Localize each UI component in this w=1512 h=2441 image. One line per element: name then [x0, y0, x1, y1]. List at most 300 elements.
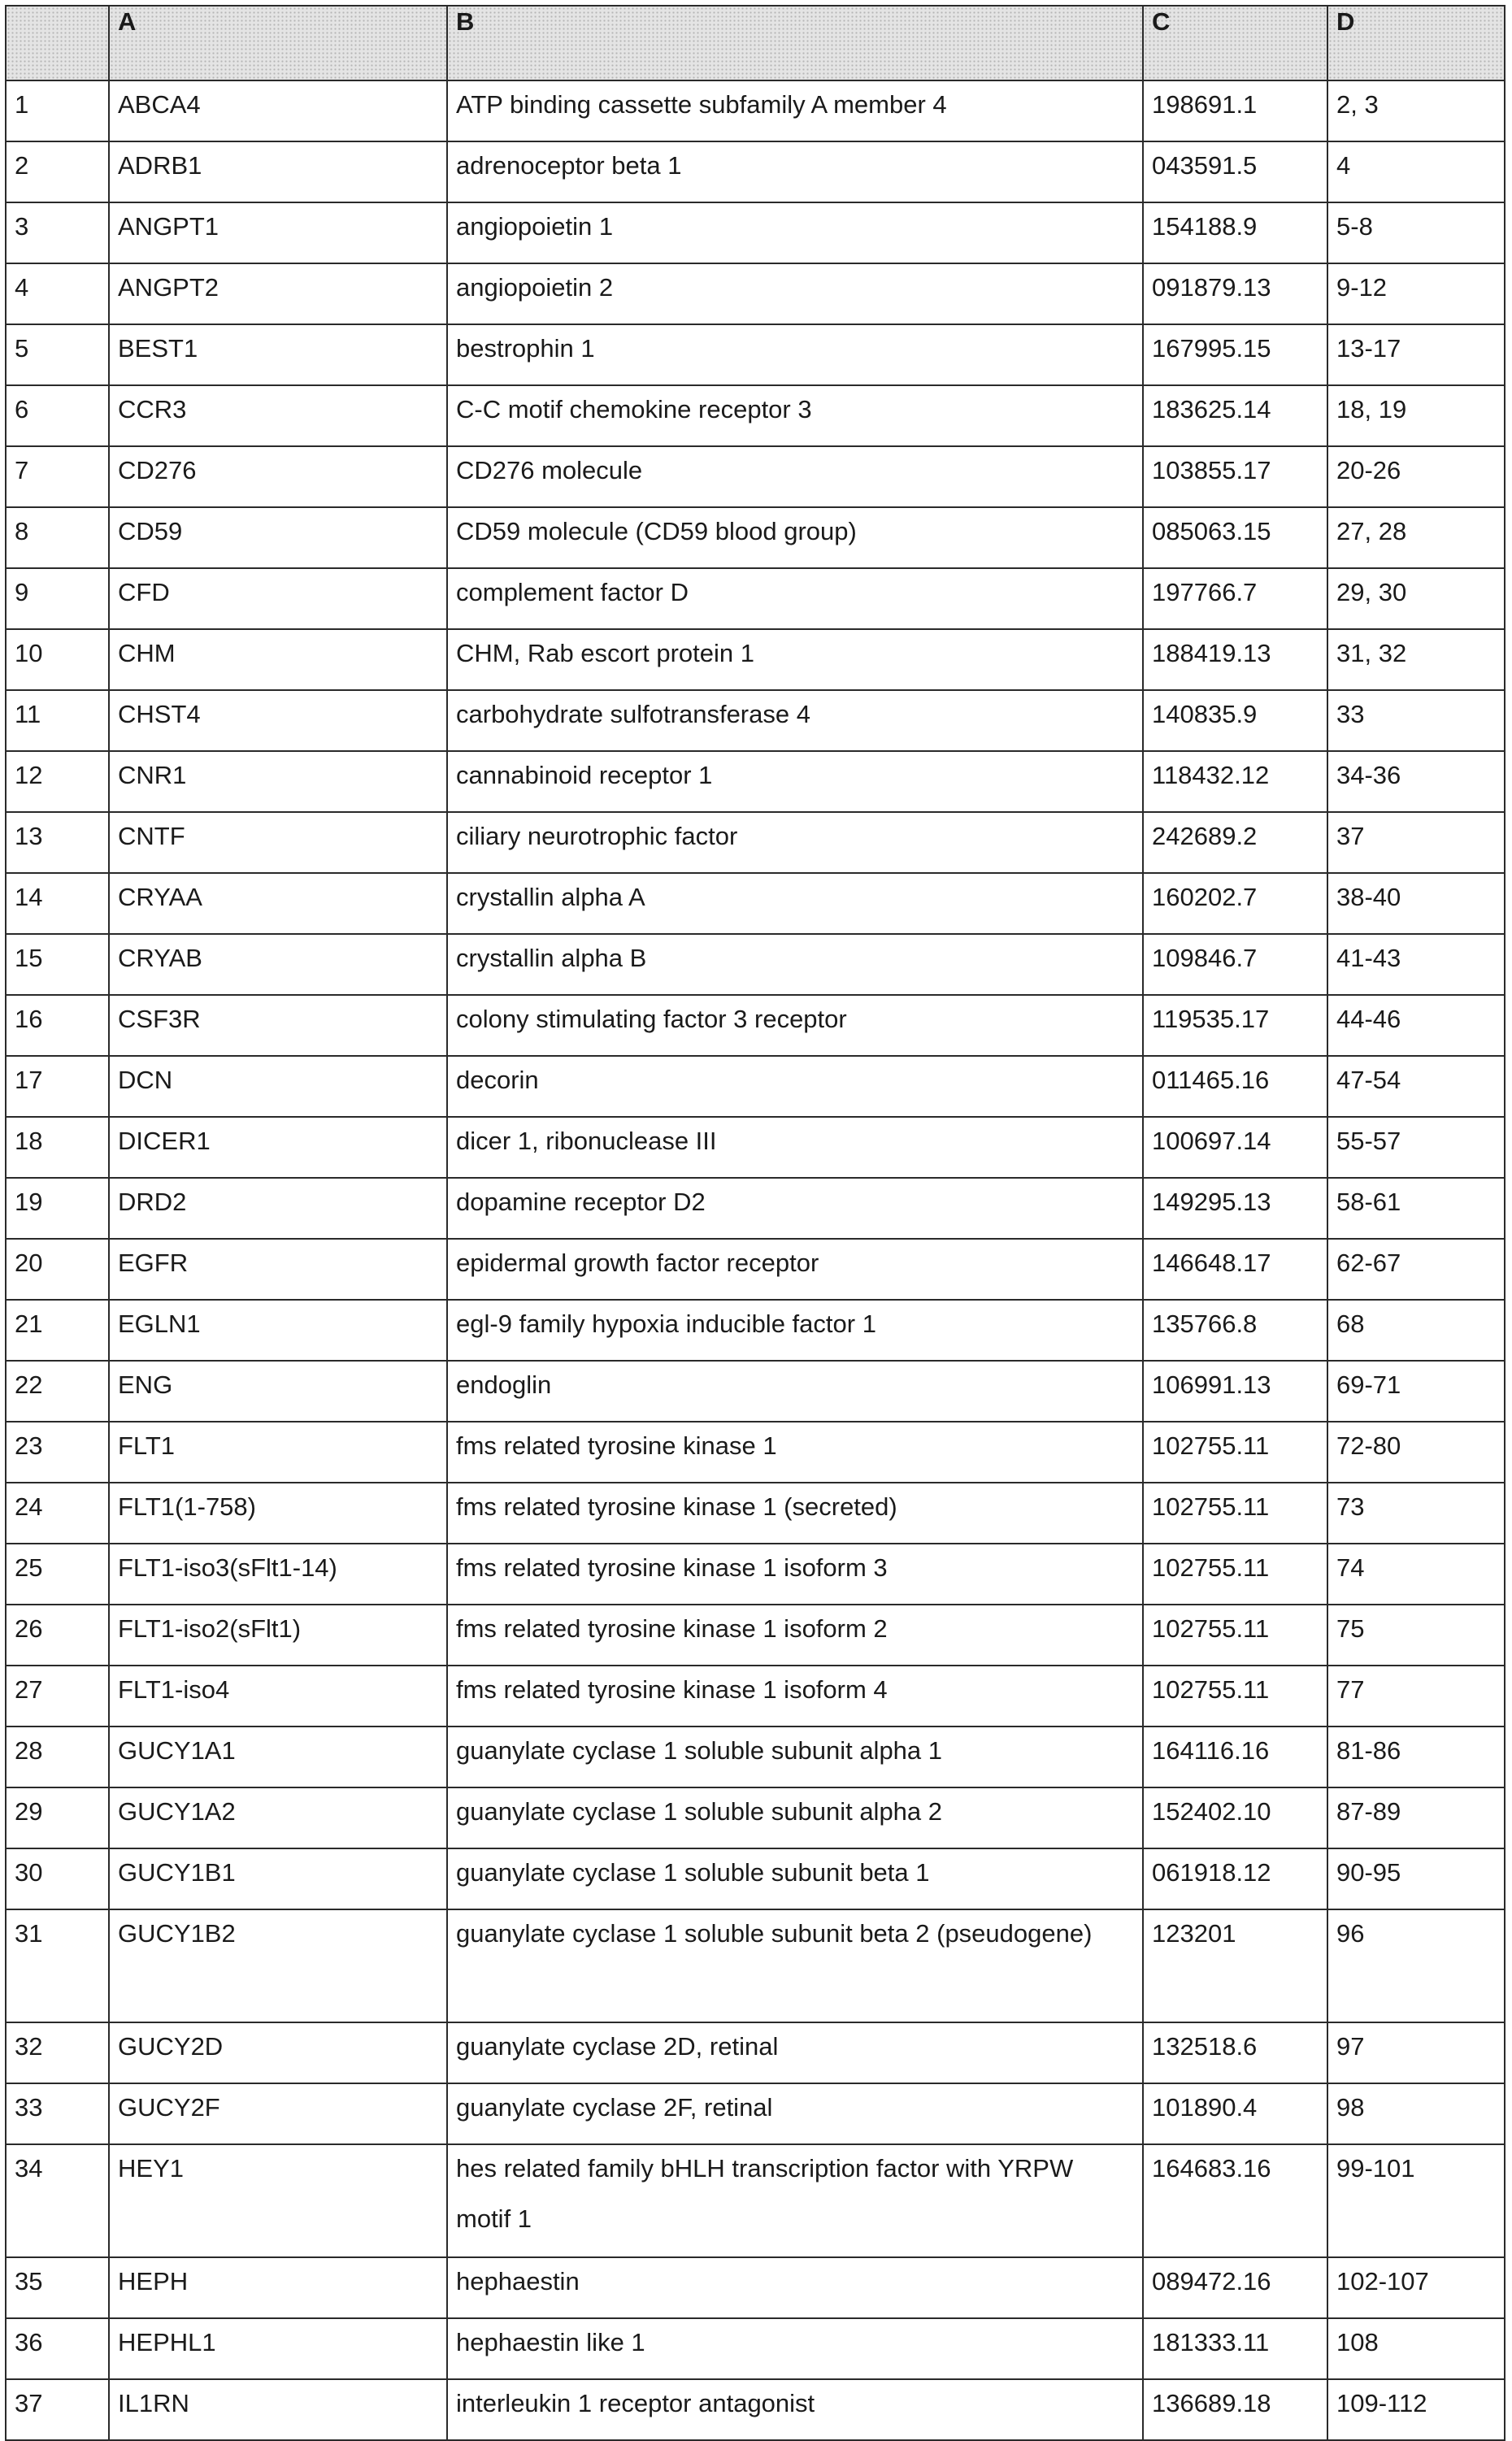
gene-symbol: ANGPT2	[118, 273, 219, 302]
table-row	[6, 2318, 1505, 2379]
row-number: 12	[15, 761, 43, 789]
reference-range: 81-86	[1336, 1736, 1401, 1765]
row-number: 34	[15, 2154, 43, 2183]
gene-id-cell	[1143, 995, 1327, 1056]
gene-symbol-cell	[109, 2144, 447, 2257]
table-row	[6, 995, 1505, 1056]
row-number-cell	[6, 751, 109, 812]
gene-symbol-cell	[109, 1848, 447, 1909]
gene-id: 167995.15	[1152, 334, 1271, 363]
gene-symbol-cell	[109, 934, 447, 995]
reference-range: 18, 19	[1336, 395, 1407, 423]
gene-symbol: DICER1	[118, 1127, 211, 1155]
reference-range-cell	[1327, 2379, 1505, 2440]
header-cell-d: D	[1327, 6, 1505, 80]
gene-id: 103855.17	[1152, 456, 1271, 484]
gene-symbol: EGLN1	[118, 1310, 201, 1338]
reference-range-cell	[1327, 324, 1505, 385]
gene-description-cell	[447, 1544, 1143, 1605]
reference-range-cell	[1327, 2083, 1505, 2144]
gene-description-cell	[447, 2379, 1143, 2440]
row-number-cell	[6, 1422, 109, 1483]
reference-range-cell	[1327, 1544, 1505, 1605]
document-sheet	[5, 5, 1504, 2441]
gene-symbol: FLT1(1-758)	[118, 1492, 256, 1521]
gene-symbol: GUCY1A1	[118, 1736, 236, 1765]
row-number: 18	[15, 1127, 43, 1155]
reference-range: 27, 28	[1336, 517, 1407, 545]
reference-range-cell	[1327, 995, 1505, 1056]
gene-symbol-cell	[109, 141, 447, 202]
reference-range: 77	[1336, 1675, 1365, 1704]
table-row	[6, 690, 1505, 751]
gene-description: colony stimulating factor 3 receptor	[456, 1005, 847, 1033]
gene-symbol-cell	[109, 80, 447, 141]
row-number-cell	[6, 1666, 109, 1727]
row-number: 27	[15, 1675, 43, 1704]
gene-id-cell	[1143, 1909, 1327, 2022]
gene-description-cell	[447, 385, 1143, 446]
gene-description-cell	[447, 751, 1143, 812]
gene-id-cell	[1143, 1300, 1327, 1361]
table-row	[6, 1361, 1505, 1422]
reference-range-cell	[1327, 1909, 1505, 2022]
reference-range: 29, 30	[1336, 578, 1407, 606]
gene-description-cell	[447, 1239, 1143, 1300]
gene-description: guanylate cyclase 1 soluble subunit alpha 2	[456, 1797, 943, 1826]
gene-table	[5, 5, 1505, 2441]
reference-range-cell	[1327, 1483, 1505, 1544]
gene-symbol: GUCY2D	[118, 2032, 224, 2061]
gene-id-cell	[1143, 751, 1327, 812]
table-row	[6, 629, 1505, 690]
reference-range-cell	[1327, 141, 1505, 202]
gene-id: 242689.2	[1152, 822, 1258, 850]
gene-description-cell	[447, 446, 1143, 507]
gene-description-cell	[447, 2318, 1143, 2379]
row-number-cell	[6, 202, 109, 263]
gene-description: dopamine receptor D2	[456, 1188, 706, 1216]
table-row	[6, 873, 1505, 934]
row-number-cell	[6, 2022, 109, 2083]
table-row	[6, 2022, 1505, 2083]
gene-description-cell	[447, 1605, 1143, 1666]
gene-id: 135766.8	[1152, 1310, 1258, 1338]
gene-id-cell	[1143, 1422, 1327, 1483]
row-number-cell	[6, 1239, 109, 1300]
gene-id-cell	[1143, 385, 1327, 446]
gene-id-cell	[1143, 1178, 1327, 1239]
gene-description: hephaestin	[456, 2267, 580, 2295]
row-number: 3	[15, 212, 29, 241]
gene-description-cell	[447, 141, 1143, 202]
row-number-cell	[6, 812, 109, 873]
reference-range: 34-36	[1336, 761, 1401, 789]
row-number-cell	[6, 873, 109, 934]
reference-range: 69-71	[1336, 1370, 1401, 1399]
reference-range-cell	[1327, 1300, 1505, 1361]
table-row	[6, 385, 1505, 446]
gene-symbol: FLT1-iso4	[118, 1675, 230, 1704]
gene-symbol-cell	[109, 1422, 447, 1483]
row-number-cell	[6, 2379, 109, 2440]
table-row	[6, 568, 1505, 629]
row-number: 22	[15, 1370, 43, 1399]
table-row	[6, 1666, 1505, 1727]
gene-id: 198691.1	[1152, 90, 1258, 119]
gene-description-cell	[447, 80, 1143, 141]
reference-range-cell	[1327, 1422, 1505, 1483]
reference-range-cell	[1327, 1727, 1505, 1787]
gene-id-cell	[1143, 2144, 1327, 2257]
gene-id-cell	[1143, 80, 1327, 141]
gene-id-cell	[1143, 202, 1327, 263]
gene-id: 102755.11	[1152, 1492, 1270, 1521]
table-row	[6, 2257, 1505, 2318]
gene-description: CHM, Rab escort protein 1	[456, 639, 754, 667]
gene-id: 197766.7	[1152, 578, 1258, 606]
gene-symbol: ANGPT1	[118, 212, 219, 241]
gene-description-cell	[447, 263, 1143, 324]
reference-range: 44-46	[1336, 1005, 1401, 1033]
gene-id: 101890.4	[1152, 2093, 1258, 2122]
reference-range: 72-80	[1336, 1431, 1401, 1460]
gene-symbol-cell	[109, 2022, 447, 2083]
reference-range-cell	[1327, 568, 1505, 629]
row-number-cell	[6, 1544, 109, 1605]
gene-symbol: CD59	[118, 517, 183, 545]
gene-description-cell	[447, 568, 1143, 629]
table-row	[6, 1117, 1505, 1178]
gene-description: angiopoietin 2	[456, 273, 614, 302]
gene-symbol: HEY1	[118, 2154, 184, 2183]
reference-range: 102-107	[1336, 2267, 1429, 2295]
row-number: 25	[15, 1553, 43, 1582]
reference-range-cell	[1327, 2144, 1505, 2257]
gene-id: 089472.16	[1152, 2267, 1271, 2295]
reference-range: 5-8	[1336, 212, 1373, 241]
reference-range-cell	[1327, 1178, 1505, 1239]
gene-symbol: ABCA4	[118, 90, 201, 119]
reference-range-cell	[1327, 1848, 1505, 1909]
gene-id: 160202.7	[1152, 883, 1258, 911]
row-number-cell	[6, 1361, 109, 1422]
gene-id-cell	[1143, 507, 1327, 568]
gene-symbol-cell	[109, 1178, 447, 1239]
reference-range-cell	[1327, 1239, 1505, 1300]
row-number: 15	[15, 944, 43, 972]
row-number: 23	[15, 1431, 43, 1460]
gene-description: carbohydrate sulfotransferase 4	[456, 700, 810, 728]
gene-id: 136689.18	[1152, 2389, 1271, 2417]
gene-id-cell	[1143, 690, 1327, 751]
gene-symbol-cell	[109, 1300, 447, 1361]
reference-range: 38-40	[1336, 883, 1401, 911]
reference-range-cell	[1327, 507, 1505, 568]
row-number-cell	[6, 1056, 109, 1117]
gene-id: 152402.10	[1152, 1797, 1271, 1826]
header-cell-index	[6, 6, 109, 80]
gene-description: C-C motif chemokine receptor 3	[456, 395, 812, 423]
row-number-cell	[6, 1605, 109, 1666]
reference-range: 37	[1336, 822, 1365, 850]
gene-symbol: CSF3R	[118, 1005, 201, 1033]
gene-id-cell	[1143, 1605, 1327, 1666]
row-number: 16	[15, 1005, 43, 1033]
gene-description: dicer 1, ribonuclease III	[456, 1127, 717, 1155]
gene-description-cell	[447, 690, 1143, 751]
reference-range-cell	[1327, 1605, 1505, 1666]
row-number-cell	[6, 1483, 109, 1544]
row-number: 9	[15, 578, 29, 606]
reference-range-cell	[1327, 80, 1505, 141]
reference-range: 33	[1336, 700, 1365, 728]
row-number: 31	[15, 1919, 43, 1948]
reference-range: 13-17	[1336, 334, 1401, 363]
table-body	[6, 80, 1505, 2440]
row-number-cell	[6, 446, 109, 507]
table-row	[6, 507, 1505, 568]
gene-description: fms related tyrosine kinase 1 isoform 4	[456, 1675, 888, 1704]
gene-description: adrenoceptor beta 1	[456, 151, 682, 180]
row-number-cell	[6, 2144, 109, 2257]
table-row	[6, 1483, 1505, 1544]
gene-id-cell	[1143, 1056, 1327, 1117]
row-number-cell	[6, 629, 109, 690]
reference-range: 47-54	[1336, 1066, 1401, 1094]
table-row	[6, 934, 1505, 995]
gene-description-cell	[447, 1483, 1143, 1544]
row-number-cell	[6, 1178, 109, 1239]
table-row	[6, 1239, 1505, 1300]
gene-description-cell	[447, 812, 1143, 873]
gene-description: decorin	[456, 1066, 539, 1094]
gene-id: 164116.16	[1152, 1736, 1270, 1765]
row-number: 32	[15, 2032, 43, 2061]
gene-id-cell	[1143, 141, 1327, 202]
gene-id-cell	[1143, 1787, 1327, 1848]
gene-description: hes related family bHLH transcription factor with YRPW motif 1	[456, 2154, 1074, 2233]
row-number: 35	[15, 2267, 43, 2295]
gene-id: 100697.14	[1152, 1127, 1271, 1155]
gene-description-cell	[447, 2257, 1143, 2318]
reference-range: 75	[1336, 1614, 1365, 1643]
reference-range-cell	[1327, 934, 1505, 995]
table-row	[6, 324, 1505, 385]
reference-range: 68	[1336, 1310, 1365, 1338]
table-row	[6, 446, 1505, 507]
row-number: 24	[15, 1492, 43, 1521]
gene-description: epidermal growth factor receptor	[456, 1249, 819, 1277]
gene-symbol: CD276	[118, 456, 197, 484]
gene-symbol-cell	[109, 1909, 447, 2022]
gene-symbol-cell	[109, 446, 447, 507]
gene-symbol: CRYAB	[118, 944, 202, 972]
row-number-cell	[6, 385, 109, 446]
gene-description: guanylate cyclase 1 soluble subunit beta 2 (pseudogene)	[456, 1919, 1093, 1948]
gene-description-cell	[447, 995, 1143, 1056]
table-row	[6, 2379, 1505, 2440]
reference-range-cell	[1327, 1666, 1505, 1727]
reference-range: 74	[1336, 1553, 1365, 1582]
gene-symbol: DCN	[118, 1066, 173, 1094]
gene-id: 118432.12	[1152, 761, 1270, 789]
gene-id-cell	[1143, 812, 1327, 873]
reference-range: 108	[1336, 2328, 1379, 2356]
gene-description-cell	[447, 2083, 1143, 2144]
reference-range-cell	[1327, 629, 1505, 690]
table-row	[6, 1909, 1505, 2022]
gene-description-cell	[447, 1666, 1143, 1727]
gene-symbol: ENG	[118, 1370, 173, 1399]
row-number: 33	[15, 2093, 43, 2122]
gene-symbol-cell	[109, 1483, 447, 1544]
gene-symbol: CHST4	[118, 700, 201, 728]
gene-symbol: CRYAA	[118, 883, 202, 911]
gene-symbol-cell	[109, 2379, 447, 2440]
row-number-cell	[6, 690, 109, 751]
gene-symbol: CFD	[118, 578, 170, 606]
gene-description: interleukin 1 receptor antagonist	[456, 2389, 815, 2417]
gene-description: ciliary neurotrophic factor	[456, 822, 738, 850]
gene-id: 146648.17	[1152, 1249, 1271, 1277]
gene-symbol-cell	[109, 202, 447, 263]
gene-description: CD276 molecule	[456, 456, 643, 484]
gene-symbol-cell	[109, 629, 447, 690]
header-cell-a: A	[109, 6, 447, 80]
gene-id: 119535.17	[1152, 1005, 1270, 1033]
gene-description: egl-9 family hypoxia inducible factor 1	[456, 1310, 876, 1338]
gene-symbol-cell	[109, 1117, 447, 1178]
row-number-cell	[6, 1787, 109, 1848]
gene-id: 061918.12	[1152, 1858, 1271, 1887]
gene-description: fms related tyrosine kinase 1 (secreted)	[456, 1492, 897, 1521]
gene-symbol-cell	[109, 1361, 447, 1422]
gene-id: 188419.13	[1152, 639, 1271, 667]
reference-range: 2, 3	[1336, 90, 1379, 119]
gene-description: CD59 molecule (CD59 blood group)	[456, 517, 857, 545]
table-row	[6, 1605, 1505, 1666]
table-row	[6, 2083, 1505, 2144]
gene-symbol: GUCY1A2	[118, 1797, 236, 1826]
row-number-cell	[6, 1909, 109, 2022]
gene-id: 102755.11	[1152, 1553, 1270, 1582]
gene-symbol-cell	[109, 507, 447, 568]
gene-description-cell	[447, 202, 1143, 263]
gene-id: 102755.11	[1152, 1614, 1270, 1643]
gene-symbol-cell	[109, 1605, 447, 1666]
table-row	[6, 1056, 1505, 1117]
gene-symbol: DRD2	[118, 1188, 187, 1216]
row-number-cell	[6, 568, 109, 629]
gene-symbol-cell	[109, 2083, 447, 2144]
row-number: 28	[15, 1736, 43, 1765]
gene-symbol: HEPHL1	[118, 2328, 216, 2356]
gene-description-cell	[447, 2144, 1143, 2257]
gene-id-cell	[1143, 1727, 1327, 1787]
reference-range-cell	[1327, 873, 1505, 934]
gene-id-cell	[1143, 446, 1327, 507]
gene-id-cell	[1143, 1483, 1327, 1544]
row-number: 14	[15, 883, 43, 911]
gene-id: 102755.11	[1152, 1431, 1270, 1460]
gene-id: 149295.13	[1152, 1188, 1271, 1216]
gene-id: 043591.5	[1152, 151, 1258, 180]
row-number: 20	[15, 1249, 43, 1277]
gene-symbol: GUCY1B1	[118, 1858, 236, 1887]
reference-range-cell	[1327, 751, 1505, 812]
row-number-cell	[6, 934, 109, 995]
reference-range: 97	[1336, 2032, 1365, 2061]
gene-id-cell	[1143, 1544, 1327, 1605]
gene-symbol-cell	[109, 995, 447, 1056]
gene-id-cell	[1143, 568, 1327, 629]
table-row	[6, 80, 1505, 141]
reference-range-cell	[1327, 690, 1505, 751]
row-number-cell	[6, 141, 109, 202]
gene-description-cell	[447, 1787, 1143, 1848]
gene-description: cannabinoid receptor 1	[456, 761, 713, 789]
gene-symbol-cell	[109, 1544, 447, 1605]
gene-id-cell	[1143, 263, 1327, 324]
reference-range: 62-67	[1336, 1249, 1401, 1277]
gene-description: hephaestin like 1	[456, 2328, 645, 2356]
gene-symbol: FLT1	[118, 1431, 176, 1460]
gene-symbol-cell	[109, 690, 447, 751]
row-number: 8	[15, 517, 29, 545]
gene-id: 102755.11	[1152, 1675, 1270, 1704]
gene-symbol: IL1RN	[118, 2389, 189, 2417]
gene-id-cell	[1143, 629, 1327, 690]
gene-description-cell	[447, 1909, 1143, 2022]
gene-id-cell	[1143, 873, 1327, 934]
gene-id-cell	[1143, 2318, 1327, 2379]
table-row	[6, 1848, 1505, 1909]
gene-id: 011465.16	[1152, 1066, 1270, 1094]
gene-symbol-cell	[109, 2257, 447, 2318]
gene-symbol: ADRB1	[118, 151, 202, 180]
gene-symbol-cell	[109, 812, 447, 873]
gene-description-cell	[447, 1300, 1143, 1361]
gene-id-cell	[1143, 2379, 1327, 2440]
gene-description-cell	[447, 507, 1143, 568]
row-number-cell	[6, 2257, 109, 2318]
reference-range-cell	[1327, 1056, 1505, 1117]
reference-range-cell	[1327, 2022, 1505, 2083]
row-number-cell	[6, 324, 109, 385]
row-number-cell	[6, 1848, 109, 1909]
reference-range: 87-89	[1336, 1797, 1401, 1826]
table-row	[6, 1422, 1505, 1483]
row-number-cell	[6, 80, 109, 141]
gene-id-cell	[1143, 2022, 1327, 2083]
table-row	[6, 2144, 1505, 2257]
reference-range: 98	[1336, 2093, 1365, 2122]
gene-symbol: CCR3	[118, 395, 187, 423]
reference-range-cell	[1327, 202, 1505, 263]
row-number: 7	[15, 456, 29, 484]
gene-symbol-cell	[109, 1056, 447, 1117]
gene-id-cell	[1143, 1117, 1327, 1178]
row-number: 30	[15, 1858, 43, 1887]
row-number-cell	[6, 263, 109, 324]
row-number: 10	[15, 639, 43, 667]
row-number: 6	[15, 395, 29, 423]
reference-range-cell	[1327, 1787, 1505, 1848]
gene-id-cell	[1143, 1239, 1327, 1300]
reference-range: 41-43	[1336, 944, 1401, 972]
row-number: 5	[15, 334, 29, 363]
